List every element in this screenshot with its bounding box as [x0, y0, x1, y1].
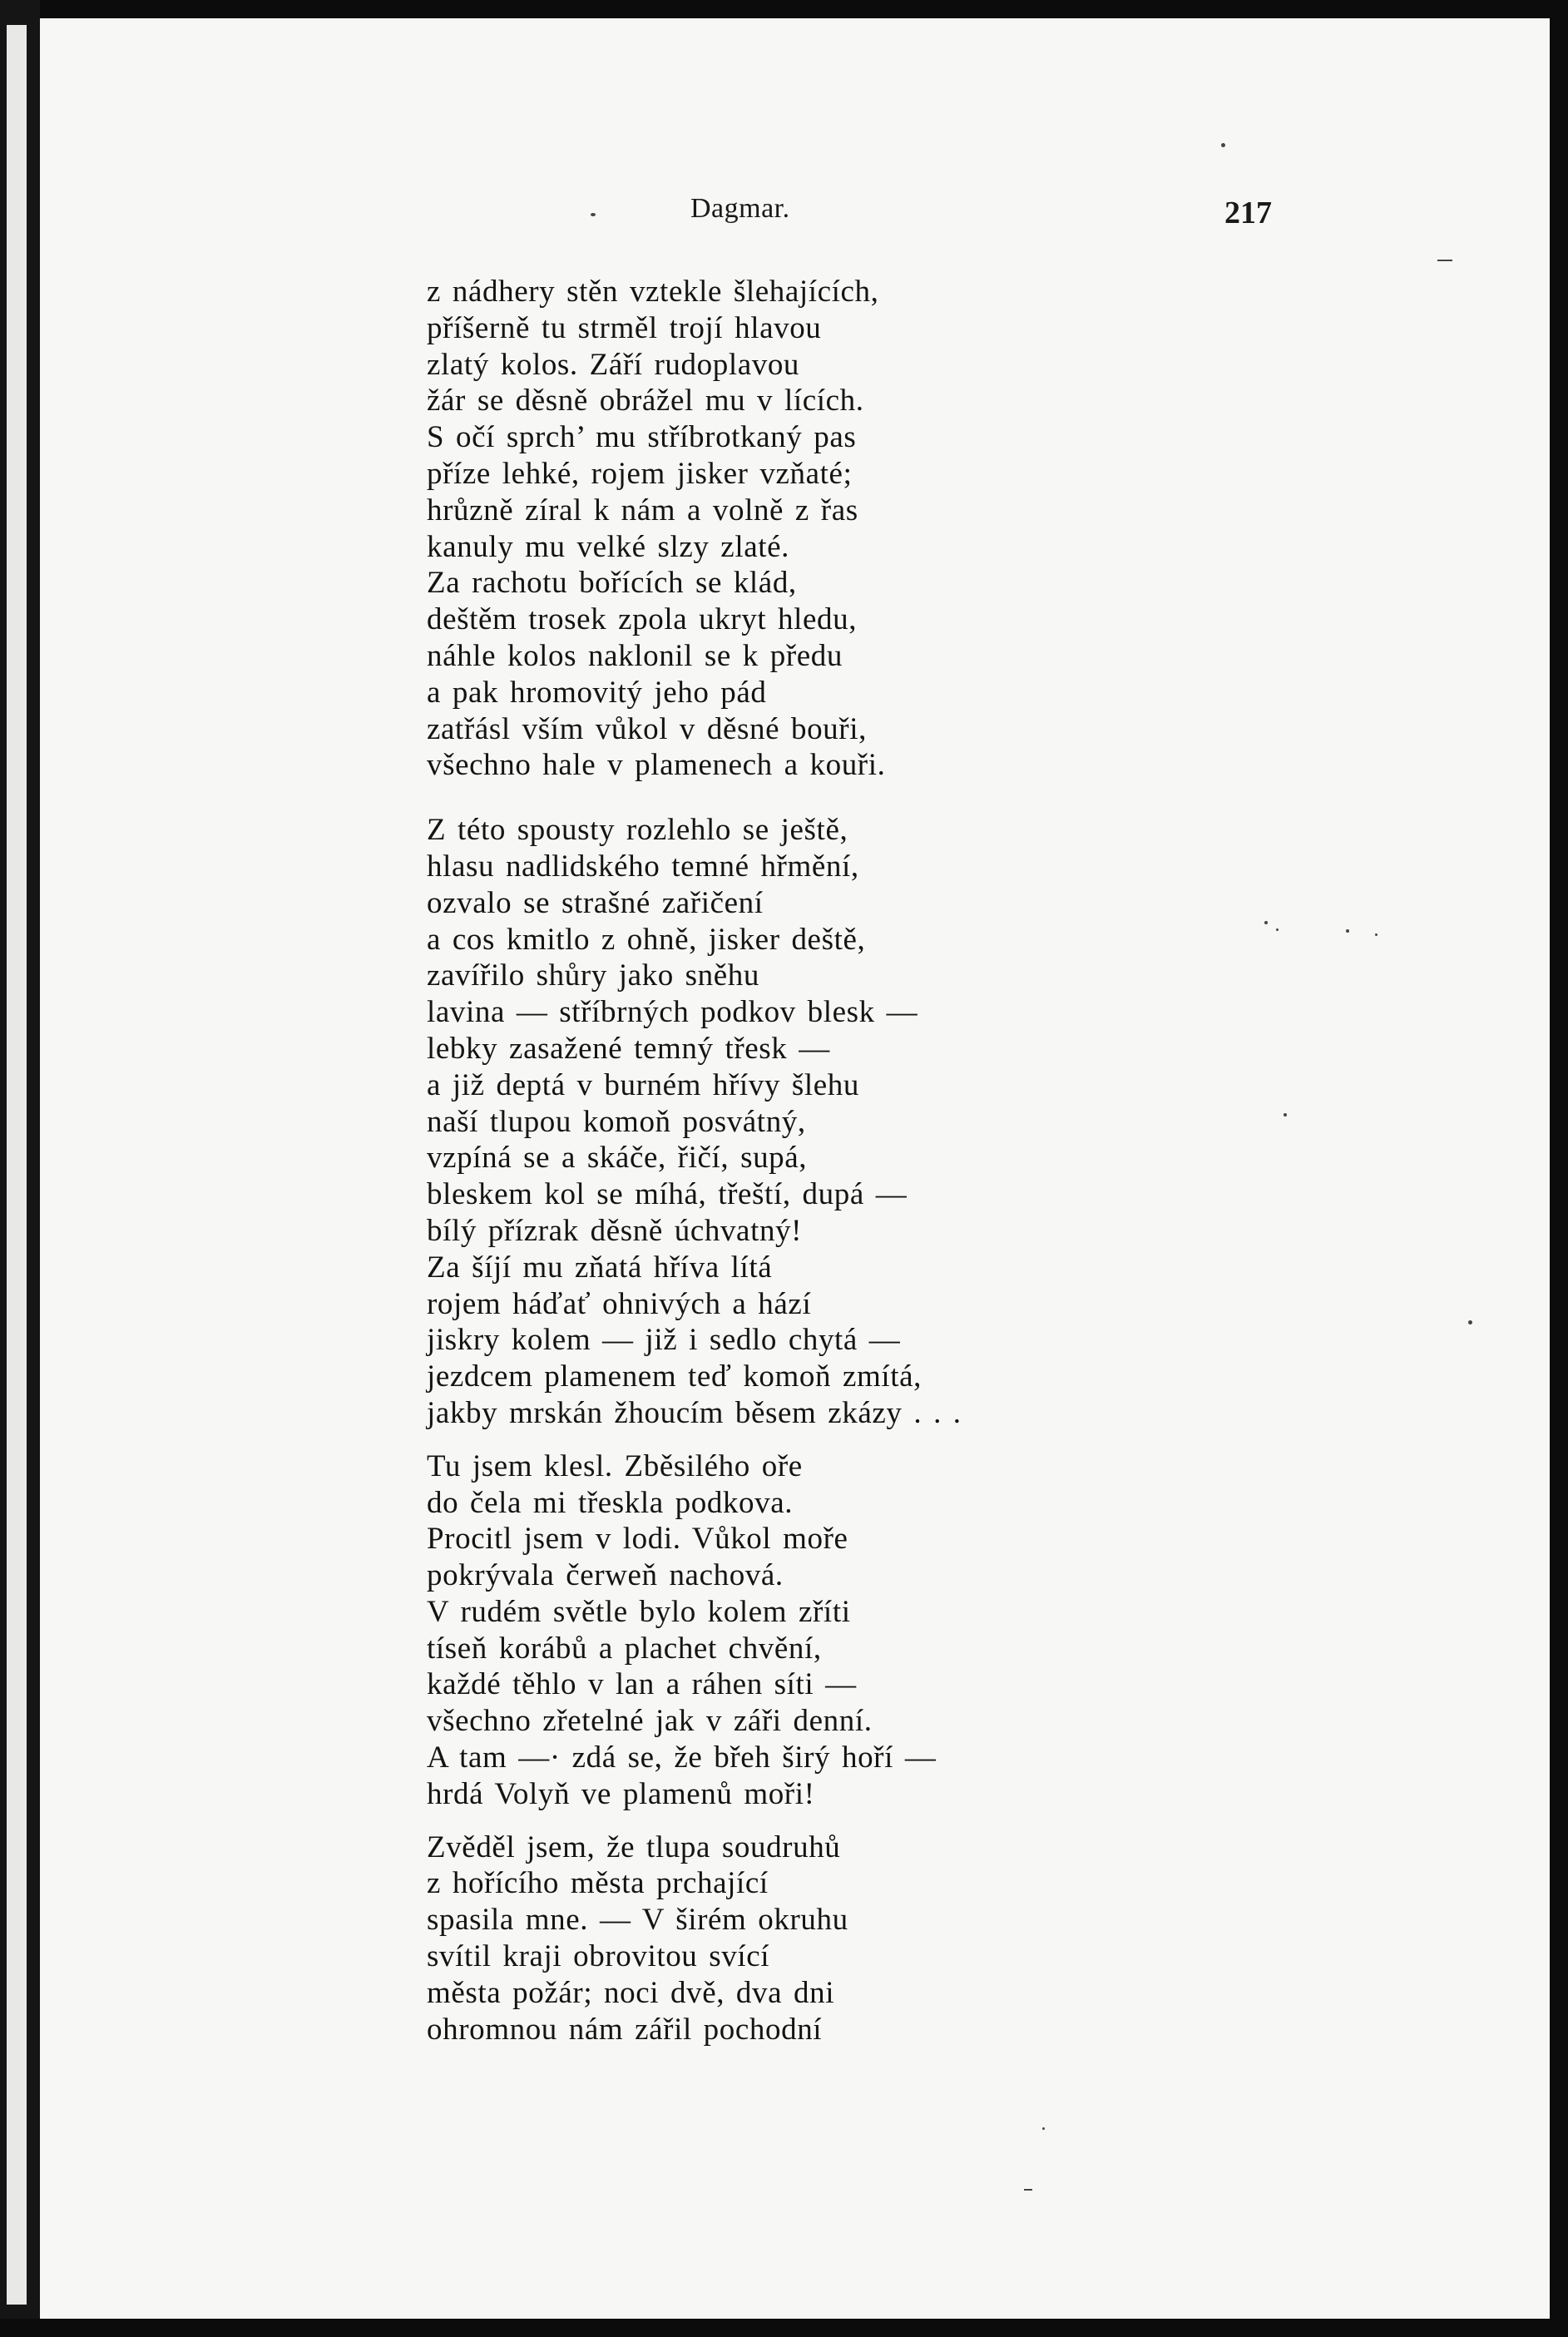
verse-line: rojem háďať ohnivých a hází — [427, 1286, 812, 1321]
verse-line: Z této spousty rozlehlo se ještě, — [427, 813, 848, 848]
verse-line: deštěm trosek zpola ukryt hledu, — [427, 602, 858, 637]
stanza-gap — [427, 1432, 1175, 1448]
stanza-gap — [427, 1813, 1175, 1829]
speck — [591, 213, 596, 216]
stanza-gap — [427, 784, 1175, 812]
verse-line: a již deptá v burném hřívy šlehu — [427, 1067, 859, 1102]
speck — [1024, 2189, 1032, 2191]
verse-line: zatřásl vším vůkol v děsné bouři, — [427, 711, 867, 746]
verse-line: každé těhlo v lan a ráhen síti — — [427, 1667, 857, 1702]
verse-line: příze lehké, rojem jisker vzňaté; — [427, 456, 853, 491]
verse-line: Zvěděl jsem, že tlupa soudruhů — [427, 1829, 841, 1864]
stanza — [427, 274, 1175, 784]
book-spine-edge — [0, 0, 40, 2337]
verse-line: do čela mi třeskla podkova. — [427, 1485, 794, 1520]
page-number: 217 — [1224, 196, 1272, 230]
speck — [1437, 260, 1452, 261]
verse-line: svítil kraji obrovitou svící — [427, 1939, 770, 1974]
verse-line: S očí sprch’ mu stříbrotkaný pas — [427, 420, 857, 455]
verse-line: bílý přízrak děsně úchvatný! — [427, 1213, 803, 1248]
verse-line: tíseň korábů a plachet chvění, — [427, 1631, 822, 1666]
verse-line: a pak hromovitý jeho pád — [427, 675, 767, 710]
verse-line: Procitl jsem v lodi. Vůkol moře — [427, 1522, 848, 1557]
verse-line: jakby mrskán žhoucím běsem zkázy . . . — [427, 1395, 962, 1430]
speck — [1346, 929, 1349, 933]
speck — [1284, 1113, 1287, 1117]
speck — [1276, 928, 1279, 931]
verse-line: hrůzně zíral k nám a volně z řas — [427, 493, 858, 527]
verse-line: lavina — stříbrných podkov blesk — — [427, 995, 918, 1030]
verse-line: pokrývala čerweň nachová. — [427, 1558, 784, 1593]
verse-line: vzpíná se a skáče, řičí, supá, — [427, 1141, 808, 1176]
verse-line: příšerně tu strměl trojí hlavou — [427, 310, 822, 345]
verse-line: Za šíjí mu zňatá hříva lítá — [427, 1250, 773, 1285]
verse-line: kanuly mu velké slzy zlaté. — [427, 529, 789, 564]
verse-line: ohromnou nám zářil pochodní — [427, 2012, 823, 2047]
page-header — [40, 193, 1550, 243]
speck — [1042, 2127, 1045, 2130]
verse-line: zavířilo shůry jako sněhu — [427, 958, 759, 993]
verse-line: z hořícího města prchající — [427, 1866, 769, 1901]
verse-line: jiskry kolem — již i sedlo chytá — — [427, 1323, 901, 1358]
verse-line: V rudém světle bylo kolem zříti — [427, 1594, 851, 1629]
speck — [1264, 921, 1268, 924]
speck — [1375, 933, 1378, 936]
verse-line: A tam —· zdá se, že břeh širý hoří — — [427, 1740, 937, 1775]
verse-line: bleskem kol se míhá, třeští, dupá — — [427, 1177, 908, 1212]
verse-line: všechno hale v plamenech a kouři. — [427, 748, 886, 783]
verse-line: Tu jsem klesl. Zběsilého oře — [427, 1448, 803, 1483]
verse-line: z nádhery stěn vztekle šlehajících, — [427, 275, 879, 309]
spine-highlight — [7, 25, 27, 2305]
verse-line: města požár; noci dvě, dva dni — [427, 1975, 835, 2010]
verse-line: hrdá Volyň ve plamenů moři! — [427, 1776, 815, 1811]
verse-line: lebky zasažené temný třesk — — [427, 1031, 830, 1066]
stanza — [427, 812, 1175, 1432]
running-title: Dagmar. — [690, 193, 790, 224]
poem-text — [427, 274, 1175, 2047]
verse-line: Za rachotu bořících se klád, — [427, 566, 797, 601]
verse-line: žár se děsně obrážel mu v lících. — [427, 384, 864, 418]
verse-line: naší tlupou komoň posvátný, — [427, 1104, 806, 1139]
stanza — [427, 1829, 1175, 2048]
verse-line: hlasu nadlidského temné hřmění, — [427, 849, 859, 884]
verse-line: spasila mne. — V širém okruhu — [427, 1903, 848, 1938]
speck — [1468, 1320, 1472, 1324]
stanza — [427, 1448, 1175, 1813]
verse-line: ozvalo se strašné zařičení — [427, 885, 764, 920]
verse-line: všechno zřetelné jak v záři denní. — [427, 1704, 873, 1739]
verse-line: jezdcem plamenem teď komoň zmítá, — [427, 1359, 922, 1394]
verse-line: zlatý kolos. Září rudoplavou — [427, 347, 800, 382]
speck — [1221, 143, 1225, 147]
scan-border-bottom — [0, 2319, 1568, 2337]
book-page — [40, 18, 1550, 2319]
verse-line: náhle kolos naklonil se k předu — [427, 638, 843, 673]
verse-line: a cos kmitlo z ohně, jisker deště, — [427, 922, 866, 957]
scan-border-right — [1550, 0, 1568, 2337]
